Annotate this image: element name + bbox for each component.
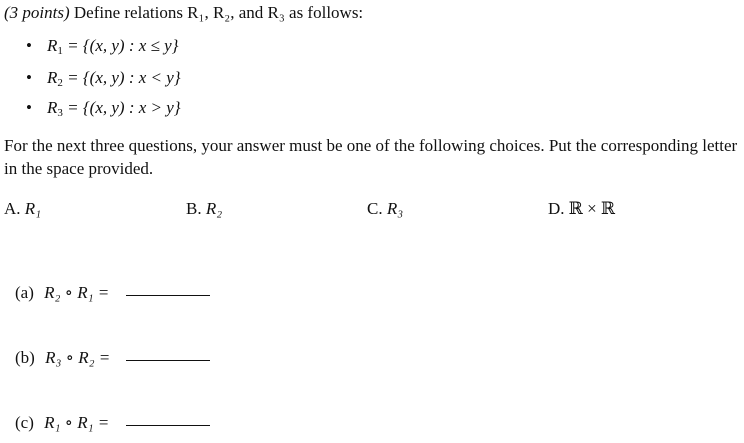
choice-value: R₃ — [386, 199, 404, 218]
question-label: (c) — [15, 413, 34, 432]
question-expression: R₁ ∘ R₁ = — [44, 413, 110, 432]
question-b — [15, 348, 210, 368]
relation-subscript: 3 — [57, 107, 63, 119]
choice-letter: B. — [186, 199, 202, 218]
choice-value: R₂ — [205, 199, 223, 218]
question-expression: R₂ ∘ R₁ = — [44, 283, 110, 302]
relation-definition: = {(x, y) : x ≤ y} — [67, 36, 179, 55]
bullet-icon: • — [26, 68, 32, 87]
choice-letter: D. — [548, 199, 565, 218]
bullet-icon: • — [26, 36, 32, 55]
choice-letter: C. — [367, 199, 383, 218]
choice-d — [548, 199, 615, 219]
answer-blank[interactable] — [126, 425, 210, 426]
question-label: (b) — [15, 348, 35, 367]
choice-value: ℝ × ℝ — [568, 199, 616, 218]
bullet-icon: • — [26, 98, 32, 117]
relation-subscript: 1 — [57, 45, 63, 57]
relation-name: R — [47, 36, 58, 55]
answer-blank[interactable] — [126, 360, 210, 361]
question-c — [15, 413, 210, 433]
choice-c — [367, 199, 403, 219]
relation-name: R — [47, 68, 58, 87]
choice-letter: A. — [4, 199, 21, 218]
list-item — [26, 98, 181, 118]
choice-b — [186, 199, 222, 219]
list-item — [26, 68, 181, 88]
relation-subscript: 2 — [57, 77, 63, 89]
question-expression: R₃ ∘ R₂ = — [45, 348, 111, 367]
relation-definition: = {(x, y) : x < y} — [67, 68, 181, 87]
problem-intro: Define relations R₁, R₂, and R₃ as follows: — [73, 3, 364, 22]
relation-name: R — [47, 98, 58, 117]
relation-definition: = {(x, y) : x > y} — [67, 98, 181, 117]
instructions-paragraph: For the next three questions, your answer must be one of the following choices. Put the corresponding letter in the space provided. — [4, 136, 738, 178]
choice-value: R₁ — [24, 199, 42, 218]
points-label: (3 points) — [4, 3, 70, 22]
question-a — [15, 283, 210, 303]
list-item — [26, 36, 178, 56]
problem-heading — [4, 3, 363, 23]
question-label: (a) — [15, 283, 34, 302]
choice-a — [4, 199, 41, 219]
answer-blank[interactable] — [126, 295, 210, 296]
